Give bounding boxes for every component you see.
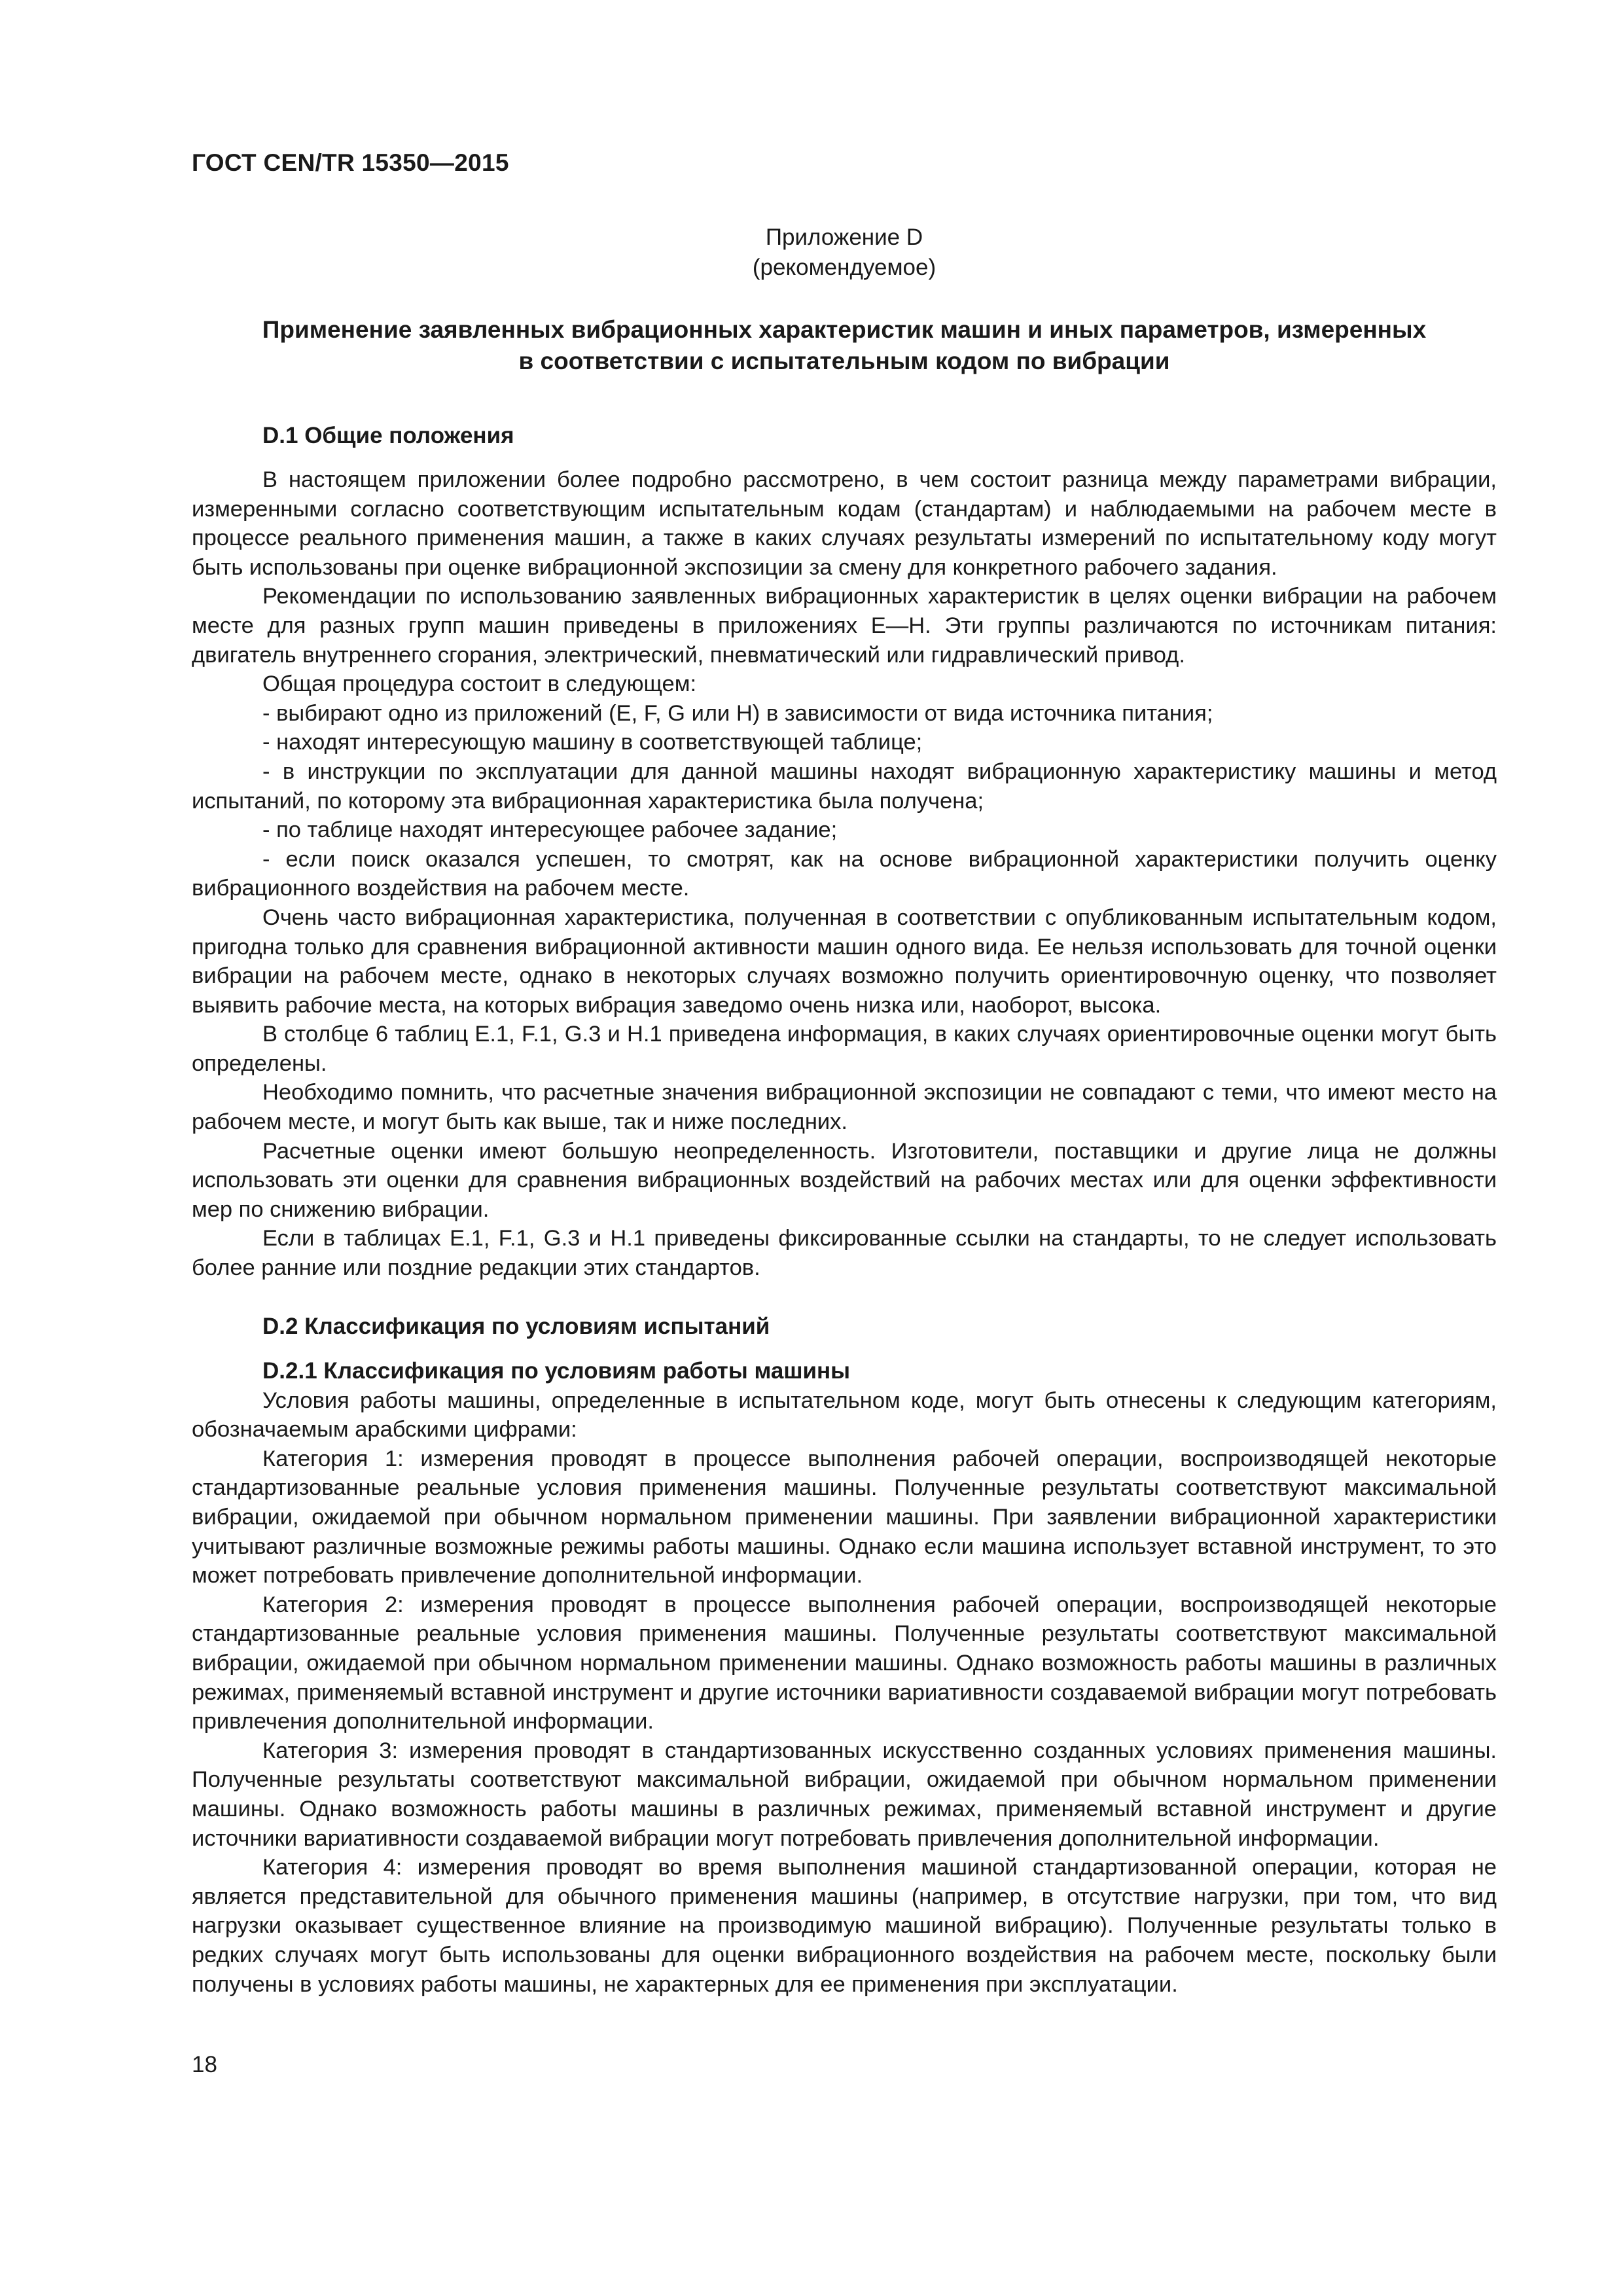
section-heading-d2: D.2 Классификация по условиям испытаний xyxy=(262,1313,770,1339)
annex-label: Приложение D xyxy=(765,224,923,250)
paragraph: Очень часто вибрационная характеристика, полученная в соответствии с опубликованным испытательным кодом, пригодна только для сравнения вибрационной активности машин одного вида. Ее нельзя использовать для точной оценки вибрации на рабочем месте, однако в некоторых случаях возможно получить ориентировочную оценку, что позволяет выявить рабочие места, на которых вибрация заведомо очень низка или, наоборот, высока. xyxy=(192,905,1497,1018)
category-2-paragraph: Категория 2: измерения проводят в процессе выполнения рабочей операции, воспроизводящей некоторые стандартизованные реальные условия применения машины. Полученные результаты соответствуют максимальной вибрации, ожидаемой при обычном нормальном применении машины. Однако возможность работы машины в различных режимах, применяемый вставной инструмент и другие источники вариативности создаваемой вибрации могут потребовать привлечения дополнительной информации. xyxy=(192,1592,1497,1734)
paragraph: Общая процедура состоит в следующем: xyxy=(262,672,697,697)
annex-label-block xyxy=(192,223,1497,283)
annex-title xyxy=(192,314,1497,377)
paragraph: В настоящем приложении более подробно рассмотрено, в чем состоит разница между параметрами вибрации, измеренными согласно соответствующим испытательным кодам (стандартам) и наблюдаемыми на рабочем месте в процессе реального применения машин, а также в каких случаях результаты измерений по испытательному коду могут быть использованы при оценке вибрационной экспозиции за смену для конкретного рабочего задания. xyxy=(192,467,1497,580)
paragraph: Необходимо помнить, что расчетные значения вибрационной экспозиции не совпадают с теми, что имеют место на рабочем месте, и могут быть как выше, так и ниже последних. xyxy=(192,1080,1497,1135)
category-1-paragraph: Категория 1: измерения проводят в процессе выполнения рабочей операции, воспроизводящей некоторые стандартизованные реальные условия применения машины. Полученные результаты соответствуют максимальной вибрации, ожидаемой при обычном нормальном применении машины. При заявлении вибрационной характеристики учитывают различные возможные режимы работы машины. Однако если машина использует вставной инструмент, то это может потребовать привлечение дополнительной информации. xyxy=(192,1446,1497,1588)
paragraph: Расчетные оценки имеют большую неопределенность. Изготовители, поставщики и другие лица не должны использовать эти оценки для сравнения вибрационных воздействий на рабочих местах или для оценки эффективности мер по снижению вибрации. xyxy=(192,1138,1497,1222)
annex-status: (рекомендуемое) xyxy=(752,255,936,280)
paragraph: Условия работы машины, определенные в испытательном коде, могут быть отнесены к следующим категориям, обозначаемым арабскими цифрами: xyxy=(192,1388,1497,1443)
paragraph: Рекомендации по использованию заявленных вибрационных характеристик в целях оценки вибрации на рабочем месте для разных групп машин приведены в приложениях E—H. Эти группы различаются по источникам питания: двигатель внутреннего сгорания, электрический, пневматический или гидравлический привод. xyxy=(192,584,1497,668)
paragraph: В столбце 6 таблиц E.1, F.1, G.3 и H.1 приведена информация, в каких случаях ориентировочные оценки могут быть определены. xyxy=(192,1022,1497,1076)
document-body xyxy=(192,421,1497,1999)
page-number: 18 xyxy=(192,2052,217,2077)
category-4-paragraph: Категория 4: измерения проводят во время выполнения машиной стандартизованной операции, которая не является представительной для обычного применения машины (например, в отсутствие нагрузки, при том, что вид нагрузки оказывает существенное влияние на производимую машиной вибрацию). Полученные результаты только в редких случаях могут быть использованы для оценки вибрационного воздействия на рабочем месте, поскольку были получены в условиях работы машины, не характерных для ее применения при эксплуатации. xyxy=(192,1855,1497,1997)
list-item: - выбирают одно из приложений (E, F, G или H) в зависимости от вида источника питания; xyxy=(262,700,1213,726)
annex-title-line-1: Применение заявленных вибрационных характеристик машин и иных параметров, измеренных xyxy=(262,316,1427,343)
list-item: - в инструкции по эксплуатации для данной машины находят вибрационную характеристику машины и метод испытаний, по которому эта вибрационная характеристика была получена; xyxy=(192,759,1497,814)
document-code: ГОСТ CEN/TR 15350—2015 xyxy=(192,149,509,176)
list-item: - если поиск оказался успешен, то смотрят, как на основе вибрационной характеристики получить оценку вибрационного воздействия на рабочем месте. xyxy=(192,846,1497,901)
paragraph: Если в таблицах E.1, F.1, G.3 и H.1 приведены фиксированные ссылки на стандарты, то не следует использовать более ранние или поздние редакции этих стандартов. xyxy=(192,1226,1497,1281)
section-heading-d1: D.1 Общие положения xyxy=(262,423,514,448)
category-3-paragraph: Категория 3: измерения проводят в стандартизованных искусственно созданных условиях применения машины. Полученные результаты соответствуют максимальной вибрации, ожидаемой при обычном нормальном применении машины. Однако возможность работы машины в различных режимах, применяемый вставной инструмент и другие источники вариативности создаваемой вибрации могут потребовать привлечения дополнительной информации. xyxy=(192,1738,1497,1851)
annex-title-line-2: в соответствии с испытательным кодом по вибрации xyxy=(518,348,1170,374)
subsection-heading-d2-1: D.2.1 Классификация по условиям работы машины xyxy=(262,1357,851,1384)
list-item: - находят интересующую машину в соответствующей таблице; xyxy=(262,730,923,755)
list-item: - по таблице находят интересующее рабочее задание; xyxy=(262,817,838,843)
